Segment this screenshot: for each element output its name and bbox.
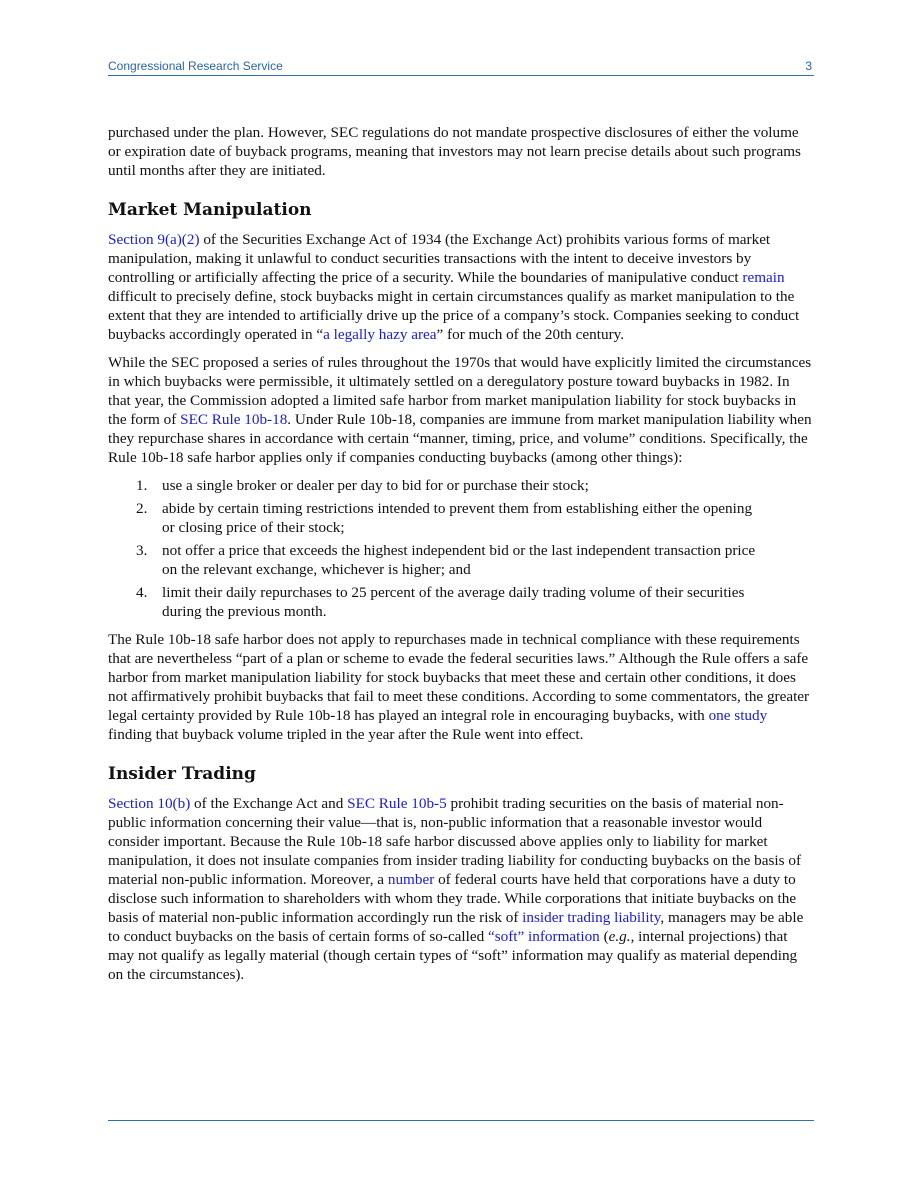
link-one-study[interactable]: one study xyxy=(708,707,768,724)
text-span: of federal courts have held that corporations have a duty to disclose such information to shareholders with whom they trade. While corporations that initiate buybacks on the basis of material non-public information accordingly run the risk of xyxy=(108,871,797,926)
paragraph-section-10b xyxy=(108,794,814,984)
paragraph-intro: purchased under the plan. However, SEC regulations do not mandate prospective disclosures of either the volume or expiration date of buyback programs, meaning that investors may not learn precise details about such programs until months after they are initiated. xyxy=(108,124,801,179)
text-span: finding that buyback volume tripled in the year after the Rule went into effect. xyxy=(108,726,584,743)
header-page-number: 3 xyxy=(805,59,812,73)
list-number: 4. xyxy=(136,584,148,601)
list-number: 2. xyxy=(136,500,148,517)
link-section-10b[interactable]: Section 10(b) xyxy=(108,795,191,812)
paragraph-section-9a2 xyxy=(108,230,814,344)
document-body xyxy=(108,123,814,993)
text-span: , internal projections) that may not qualify as legally material (though certain types of “soft” information may qualify as material depending on the circumstances). xyxy=(108,928,798,983)
list-number: 1. xyxy=(136,477,148,494)
text-span: The Rule 10b-18 safe harbor does not apply to repurchases made in technical compliance with these requirements that are nevertheless “part of a plan or scheme to evade the federal securities laws.” Although the Rule offers a safe harbor from market manipulation liability for stock buybacks that meet these and certain other conditions, it does not affirmatively prohibit buybacks that fail to meet these conditions. According to some commentators, the greater legal certainty provided by Rule 10b-18 has played an integral role in encouraging buybacks, with xyxy=(108,631,810,724)
text-span: prohibit trading securities on the basis of material non-public information concerning their value—that is, non-public information that a reasonable investor would consider important. Because the Rule 10b-18 safe harbor discussed above applies only to liability for market manipulation, it does not insulate companies from insider trading liability for conducting buybacks on the basis of material non-public information. Moreover, a xyxy=(108,795,802,888)
link-soft-information[interactable]: “soft” information xyxy=(488,928,600,945)
text-span: While the SEC proposed a series of rules throughout the 1970s that would have explicitly limited the circumstances in which buybacks were permissible, it ultimately settled on a deregulatory posture toward buybacks in 1982. In that year, the Commission adopted a limited safe harbor from market manipulation liability for stock buybacks in the form of xyxy=(108,354,812,428)
list-text: use a single broker or dealer per day to bid for or purchase their stock; xyxy=(162,477,589,494)
list-number: 3. xyxy=(136,542,148,559)
link-remain[interactable]: remain xyxy=(742,269,785,286)
heading-insider-trading: Insider Trading xyxy=(108,764,256,784)
list-item xyxy=(108,541,762,579)
list-text: abide by certain timing restrictions intended to prevent them from establishing either the opening or closing price of their stock; xyxy=(162,500,753,536)
text-span: difficult to precisely define, stock buybacks might in certain circumstances qualify as market manipulation to the extent that they are intended to artificially drive up the price of a company’s stock. Companies seeking to conduct buybacks accordingly operated in “ xyxy=(108,288,800,343)
page-header xyxy=(108,58,814,76)
link-insider-trading-liability[interactable]: insider trading liability xyxy=(522,909,661,926)
link-number[interactable]: number xyxy=(387,871,435,888)
header-source: Congressional Research Service xyxy=(108,59,283,73)
list-text: limit their daily repurchases to 25 percent of the average daily trading volume of their securities during the previous month. xyxy=(162,584,745,620)
text-emphasis: e.g. xyxy=(608,928,631,945)
text-span: of the Exchange Act and xyxy=(190,795,348,812)
list-item xyxy=(108,499,762,537)
text-span: of the Securities Exchange Act of 1934 (the Exchange Act) prohibits various forms of market manipulation, making it unlawful to conduct securities transactions with the intent to deceive investors by controlling or artificially affecting the price of a security. While the boundaries of manipulative conduct xyxy=(108,231,771,286)
link-sec-rule-10b18[interactable]: SEC Rule 10b-18 xyxy=(180,411,288,428)
heading-market-manipulation: Market Manipulation xyxy=(108,200,312,220)
list-item xyxy=(108,476,762,495)
footer-rule xyxy=(108,1120,814,1121)
link-sec-rule-10b5[interactable]: SEC Rule 10b-5 xyxy=(347,795,447,812)
text-span: . Under Rule 10b-18, companies are immune from market manipulation liability when they repurchase shares in accordance with certain “manner, timing, price, and volume” conditions. Specifically, the Rule 10b-18 safe harbor applies only if companies conducting buybacks (among other things): xyxy=(108,411,812,466)
list-item xyxy=(108,583,762,621)
conditions-list xyxy=(108,476,814,621)
link-section-9a2[interactable]: Section 9(a)(2) xyxy=(108,231,200,248)
text-span: ” for much of the 20th century. xyxy=(436,326,625,343)
link-legally-hazy-area[interactable]: a legally hazy area xyxy=(323,326,437,343)
paragraph-safe-harbor xyxy=(108,630,814,744)
text-span: , managers may be able to conduct buybacks on the basis of certain forms of so-called xyxy=(108,909,804,945)
list-text: not offer a price that exceeds the highest independent bid or the last independent transaction price on the relevant exchange, whichever is higher; and xyxy=(162,542,756,578)
text-span: ( xyxy=(599,928,609,945)
paragraph-rule-10b18 xyxy=(108,353,814,467)
